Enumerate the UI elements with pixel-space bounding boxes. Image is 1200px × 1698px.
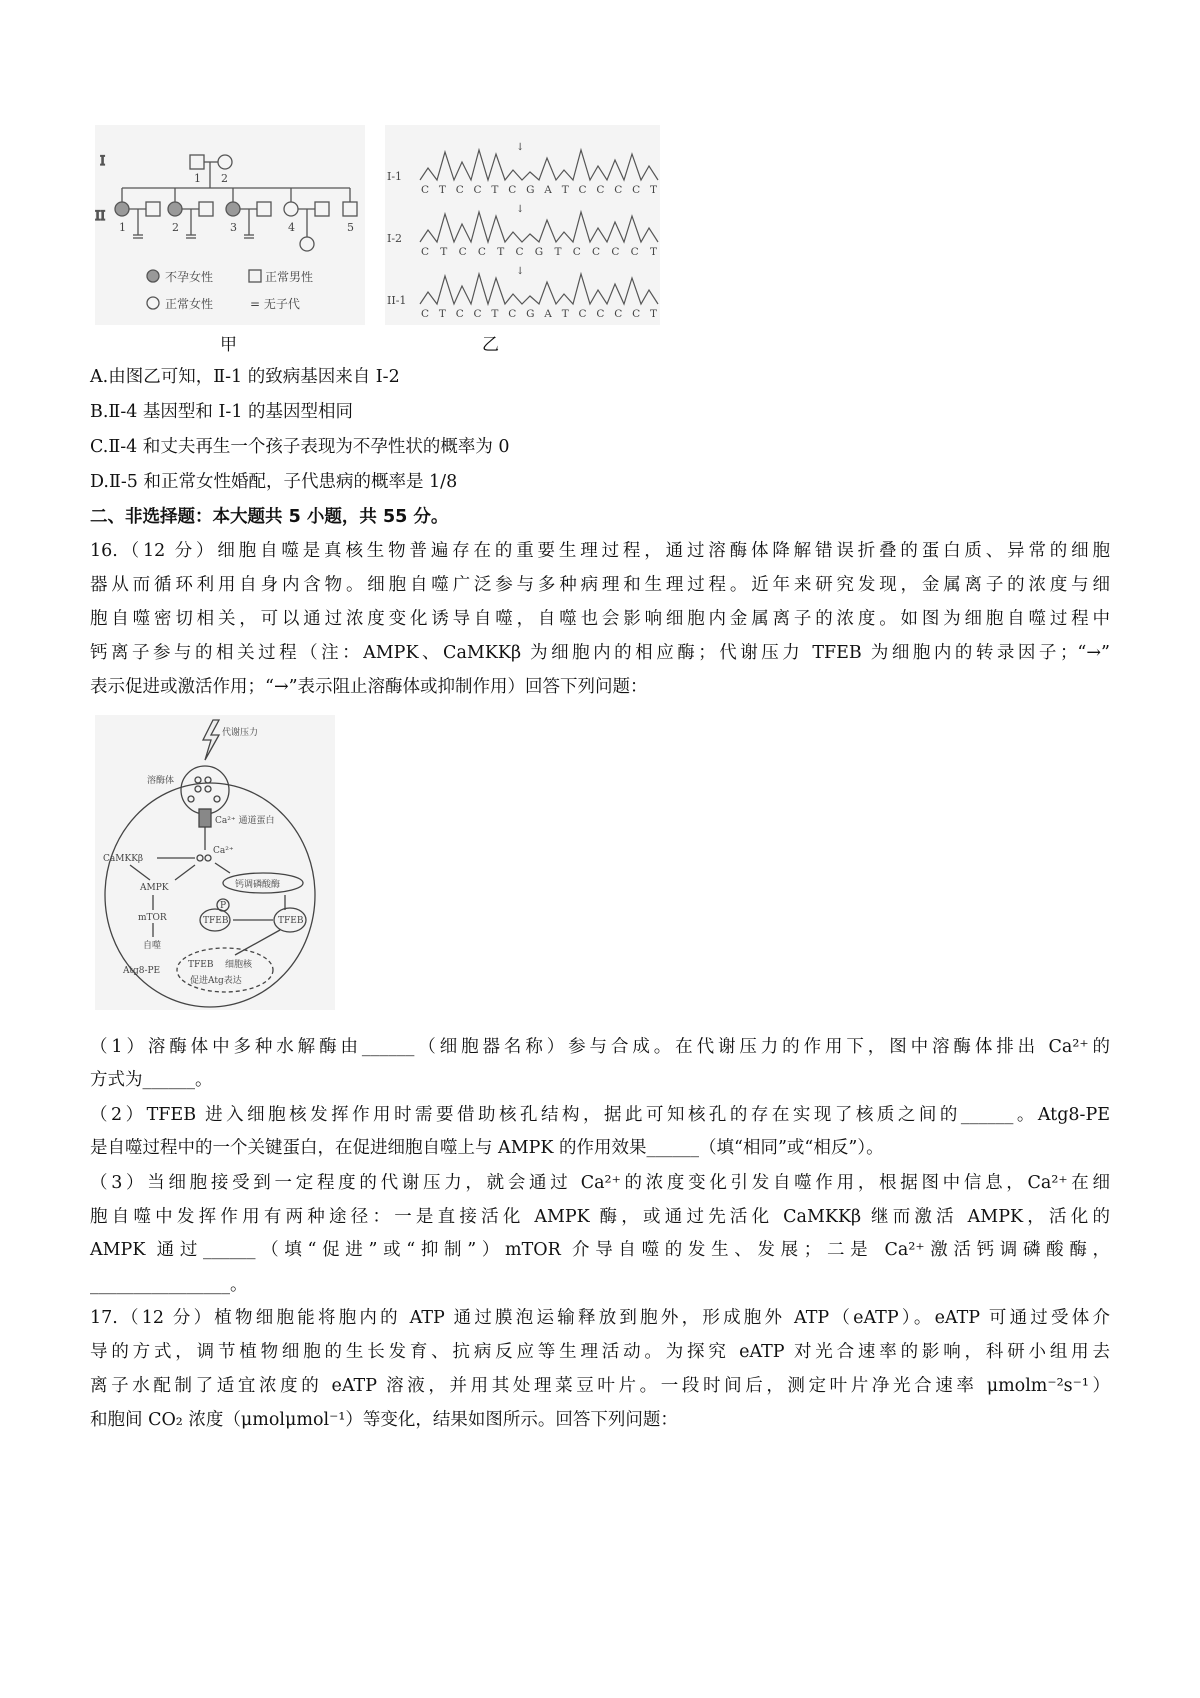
svg-text:II: II xyxy=(95,209,106,224)
svg-text:2: 2 xyxy=(172,221,179,234)
chromatogram-trace xyxy=(420,212,658,242)
svg-text:TFEB: TFEB xyxy=(188,960,214,970)
pedigree-figure xyxy=(95,125,365,325)
svg-text:4: 4 xyxy=(288,221,295,234)
row-label: II-1 xyxy=(387,294,407,307)
chromatogram-trace xyxy=(420,150,658,180)
svg-text:AMPK: AMPK xyxy=(140,883,169,893)
svg-text:CaMKKβ: CaMKKβ xyxy=(103,854,144,864)
svg-text:正常女性: 正常女性 xyxy=(165,297,214,311)
q17-line: 和胞间 CO₂ 浓度（μmolμmol⁻¹）等变化，结果如图所示。回答下列问题： xyxy=(90,1410,678,1430)
svg-text:2: 2 xyxy=(221,172,228,185)
row-label: I-2 xyxy=(387,232,403,245)
svg-text:细胞核: 细胞核 xyxy=(225,960,253,970)
svg-text:自噬: 自噬 xyxy=(143,941,162,951)
q17-line: 17.（12 分）植物细胞能将胞内的 ATP 通过膜泡运输释放到胞外，形成胞外 ATP（eATP）。eATP 可通过受体介 xyxy=(90,1308,1110,1328)
q16-sub-line: （2）TFEB 进入细胞核发挥作用时需要借助核孔结构，据此可知核孔的存在实现了核质之间的______。Atg8-PE xyxy=(90,1105,1110,1125)
svg-text:Ca²⁺: Ca²⁺ xyxy=(213,846,234,856)
svg-text:3: 3 xyxy=(230,221,237,234)
q16-sub-line: 是自噬过程中的一个关键蛋白，在促进细胞自噬上与 AMPK 的作用效果______（填“相同”或“相反”）。 xyxy=(90,1138,884,1158)
svg-text:代谢压力: 代谢压力 xyxy=(222,728,259,738)
stress-bolt-icon xyxy=(203,720,219,760)
q17-line: 离子水配制了适宜浓度的 eATP 溶液，并用其处理菜豆叶片。一段时间后，测定叶片净光合速率 μmolm⁻²s⁻¹） xyxy=(90,1376,1110,1396)
option-c: C.Ⅱ-4 和丈夫再生一个孩子表现为不孕性状的概率为 0 xyxy=(90,437,510,457)
q16-sub-line: （3）当细胞接受到一定程度的代谢压力，就会通过 Ca²⁺的浓度变化引发自噬作用，根据图中信息，Ca²⁺在细 xyxy=(90,1173,1110,1193)
svg-text:1: 1 xyxy=(194,172,201,185)
sequencing-figure xyxy=(385,125,660,325)
svg-text:5: 5 xyxy=(347,221,354,234)
option-b: B.Ⅱ-4 基因型和 I-1 的基因型相同 xyxy=(90,402,354,422)
q16-sub-line: 胞自噬中发挥作用有两种途径：一是直接活化 AMPK 酶，或通过先活化 CaMKKβ 继而激活 AMPK，活化的 xyxy=(90,1207,1110,1227)
svg-text:促进Atg表达: 促进Atg表达 xyxy=(190,976,242,986)
q16-sub-line: 方式为______。 xyxy=(90,1070,213,1090)
q16-sub-line: ________________。 xyxy=(90,1275,248,1295)
svg-text:I: I xyxy=(100,154,106,169)
q16-line: 胞自噬密切相关，可以通过浓度变化诱导自噬，自噬也会影响细胞内金属离子的浓度。如图为细胞自噬过程中 xyxy=(90,609,1110,629)
chromatogram-chart xyxy=(385,125,660,325)
section-title: 二、非选择题：本大题共 5 小题，共 55 分。 xyxy=(90,507,449,527)
chromatogram-row xyxy=(387,204,658,258)
q16-sub-line: （1）溶酶体中多种水解酶由______（细胞器名称）参与合成。在代谢压力的作用下，图中溶酶体排出 Ca²⁺的 xyxy=(90,1037,1110,1057)
svg-text:1: 1 xyxy=(119,221,126,234)
pedigree-chart xyxy=(95,125,365,325)
option-d: D.Ⅱ-5 和正常女性婚配，子代患病的概率是 1/8 xyxy=(90,472,458,492)
q16-line: 表示促进或激活作用；“→”表示阻止溶酶体或抑制作用）回答下列问题： xyxy=(90,677,648,697)
svg-text:Atg8-PE: Atg8-PE xyxy=(123,966,161,976)
figure-caption-jia: 甲 xyxy=(220,335,237,355)
svg-text:钙调磷酸酶: 钙调磷酸酶 xyxy=(235,880,281,890)
autophagy-diagram xyxy=(95,715,335,1010)
sequence-text: C T C C T C G A T C C C C T xyxy=(421,308,657,320)
sequence-text: C T C C T C G A T C C C C T xyxy=(421,184,657,196)
chromatogram-row xyxy=(387,266,658,320)
mutation-arrow-icon: ↓ xyxy=(516,266,525,277)
q16-line: 16.（12 分）细胞自噬是真核生物普遍存在的重要生理过程，通过溶酶体降解错误折叠的蛋白质、异常的细胞 xyxy=(90,541,1110,561)
option-a: A.由图乙可知，Ⅱ-1 的致病基因来自 I-2 xyxy=(90,367,400,387)
svg-text:mTOR: mTOR xyxy=(138,913,167,923)
svg-text:溶酶体: 溶酶体 xyxy=(147,776,175,786)
svg-text:TFEB: TFEB xyxy=(278,916,304,926)
figure-caption-yi: 乙 xyxy=(482,335,499,355)
svg-text:Ca²⁺ 通道蛋白: Ca²⁺ 通道蛋白 xyxy=(215,816,275,826)
svg-text:= 无子代: = 无子代 xyxy=(250,297,300,311)
sequence-text: C T C C T C G T C C C C T xyxy=(421,246,657,258)
chromatogram-row xyxy=(387,142,658,196)
q17-line: 导的方式，调节植物细胞的生长发育、抗病反应等生理活动。为探究 eATP 对光合速率的影响，科研小组用去 xyxy=(90,1342,1110,1362)
q16-sub-line: AMPK 通过______（填“促进”或“抑制”）mTOR 介导自噬的发生、发展；二是 Ca²⁺激活钙调磷酸酶， xyxy=(90,1240,1110,1260)
svg-text:TFEB: TFEB xyxy=(203,916,229,926)
svg-text:不孕女性: 不孕女性 xyxy=(165,270,214,284)
mutation-arrow-icon: ↓ xyxy=(516,142,525,153)
chromatogram-trace xyxy=(420,274,658,304)
svg-text:正常男性: 正常男性 xyxy=(265,270,314,284)
q16-line: 器从而循环利用自身内含物。细胞自噬广泛参与多种病理和生理过程。近年来研究发现，金属离子的浓度与细 xyxy=(90,575,1110,595)
row-label: I-1 xyxy=(387,170,403,183)
svg-text:P: P xyxy=(220,901,227,911)
mutation-arrow-icon: ↓ xyxy=(516,204,525,215)
q16-line: 钙离子参与的相关过程（注：AMPK、CaMKKβ 为细胞内的相应酶；代谢压力 TFEB 为细胞内的转录因子；“→” xyxy=(90,643,1110,663)
